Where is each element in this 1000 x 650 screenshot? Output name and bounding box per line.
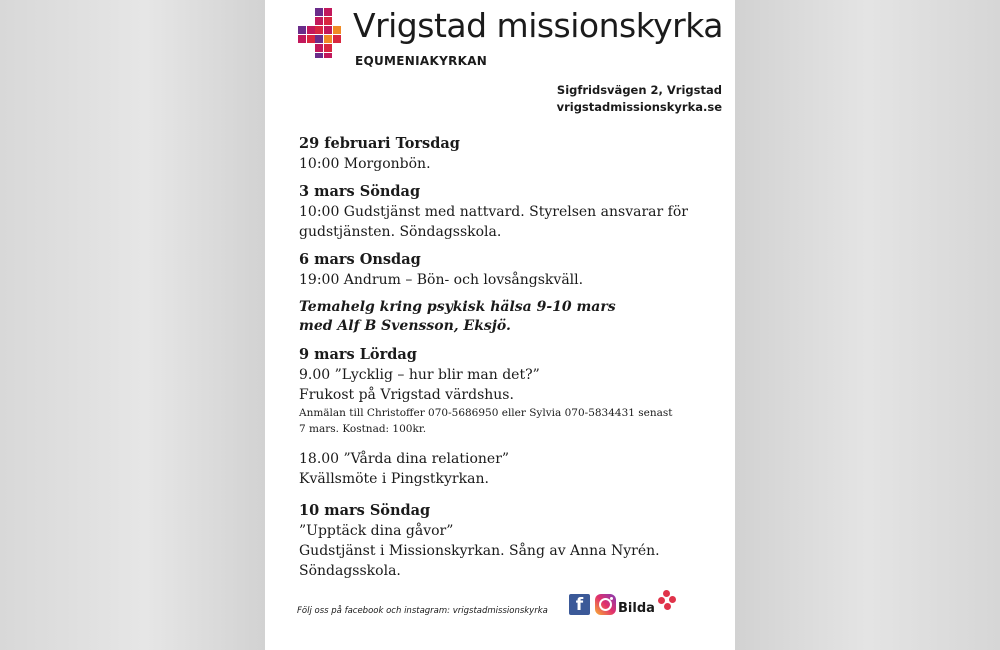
background-left [0,0,265,650]
theme-line: Temahelg kring psykisk hälsa 9-10 mars [299,299,616,315]
event-item [299,449,719,489]
event-text: 9.00 ”Lycklig – hur blir man det?” [299,367,540,383]
event-item [299,134,719,174]
registration-note: 7 mars. Kostnad: 100kr. [299,423,427,435]
theme-line: med Alf B Svensson, Eksjö. [299,318,511,334]
event-item [299,501,719,581]
registration-note: Anmälan till Christoffer 070-5686950 eller Sylvia 070-5834431 senast [299,407,673,419]
church-name: Vrigstad missionskyrka [353,6,723,45]
facebook-glyph: f [575,595,584,615]
event-text: Gudstjänst i Missionskyrkan. Sång av Anna Nyrén. [299,543,660,559]
schedule [299,134,719,589]
event-text: Söndagsskola. [299,563,401,579]
instagram-icon[interactable] [595,594,616,615]
facebook-icon[interactable] [569,594,590,615]
event-text: gudstjänsten. Söndagsskola. [299,224,502,240]
event-text: 18.00 ”Vårda dina relationer” [299,451,510,467]
event-heading: 29 februari Torsdag [299,135,460,152]
event-text: 10:00 Gudstjänst med nattvard. Styrelsen ansvarar för [299,204,688,220]
event-text: Frukost på Vrigstad värdshus. [299,387,514,403]
bilda-logo-icon [655,590,677,612]
theme-weekend-notice [299,298,719,336]
event-heading: 6 mars Onsdag [299,251,421,268]
event-heading: 10 mars Söndag [299,502,431,519]
address-block [537,82,722,116]
event-item [299,250,719,290]
street-address: Sigfridsvägen 2, Vrigstad [556,83,722,97]
event-item [299,182,719,242]
event-text: ”Upptäck dina gåvor” [299,523,454,539]
background-right [735,0,1000,650]
bilda-label: Bilda [618,601,655,616]
event-item [299,345,719,437]
event-text: 19:00 Andrum – Bön- och lovsångskväll. [299,272,584,288]
poster-page [265,0,735,650]
cross-logo-icon [298,8,348,58]
event-text: 10:00 Morgonbön. [299,156,431,172]
event-heading: 3 mars Söndag [299,183,421,200]
website-link[interactable]: vrigstadmissionskyrka.se [556,100,722,114]
social-follow-text: Följ oss på facebook och instagram: vrigstadmissionskyrka [297,606,548,616]
denomination-label: EQUMENIAKYRKAN [355,54,488,68]
event-text: Kvällsmöte i Pingstkyrkan. [299,471,489,487]
event-heading: 9 mars Lördag [299,346,417,363]
